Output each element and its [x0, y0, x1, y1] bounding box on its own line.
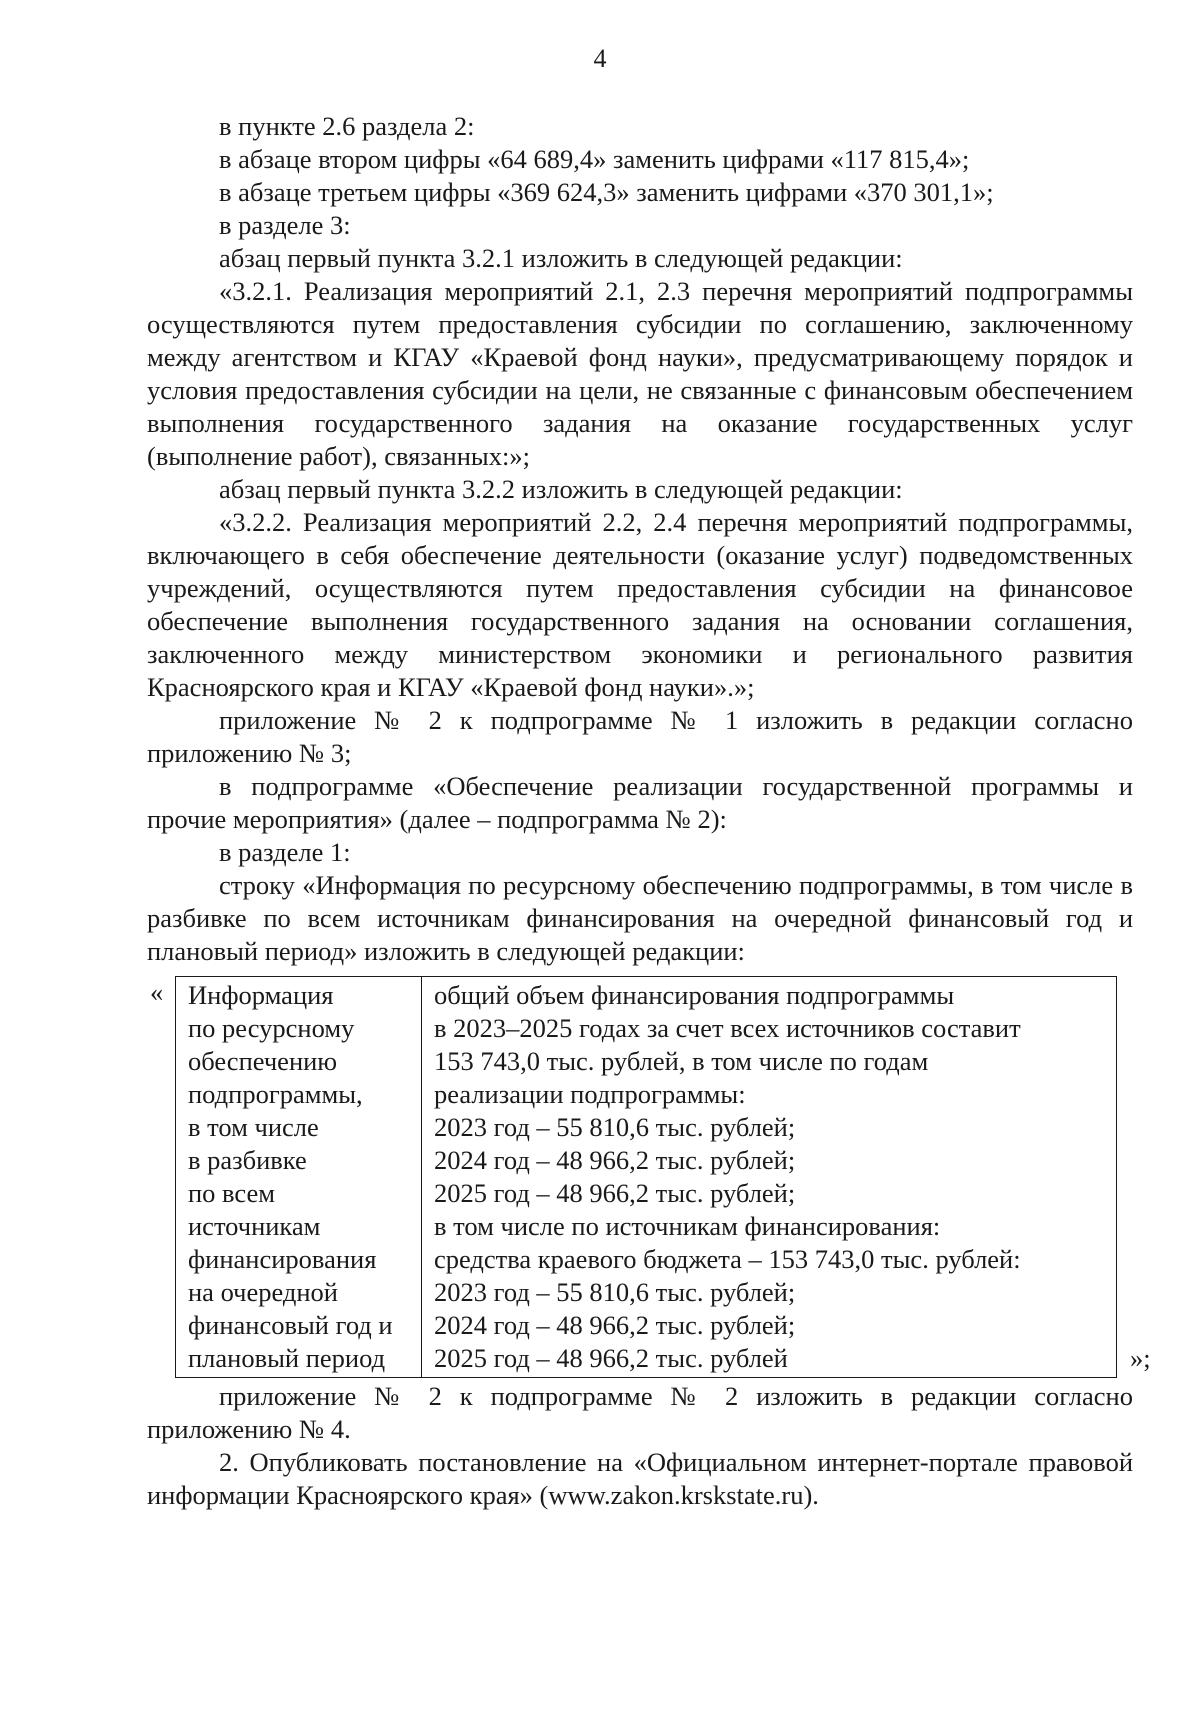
cell-line: 2024 год – 48 966,2 тыс. рублей; [434, 1145, 796, 1175]
paragraph: абзац первый пункта 3.2.2 изложить в следующей редакции: [219, 474, 903, 504]
table-cell-label [176, 977, 422, 1378]
paragraph: в подпрограмме «Обеспечение реализации государственной программы и прочие мероприятия» (далее – подпрограмма № 2): [147, 771, 1133, 834]
cell-line: подпрограммы, [188, 1079, 363, 1109]
paragraph: абзац первый пункта 3.2.1 изложить в следующей редакции: [219, 243, 903, 273]
cell-line: финансирования [188, 1244, 377, 1274]
table-row [176, 977, 1117, 1378]
cell-line: по ресурсному [188, 1013, 355, 1043]
resource-info-table-block [147, 976, 1151, 1376]
paragraph: строку «Информация по ресурсному обеспечению подпрограммы, в том числе в разбивке по всем источникам финансирования на очередной финансовый год и плановый период» изложить в следующей редакции: [147, 870, 1133, 966]
cell-line: средства краевого бюджета – 153 743,0 тыс. рублей: [434, 1244, 1021, 1274]
cell-line: Информация [188, 980, 334, 1010]
paragraph: в абзаце третьем цифры «369 624,3» заменить цифрами «370 301,1»; [219, 177, 994, 207]
cell-line: по всем [188, 1178, 276, 1208]
quoted-clause-3-2-2: «3.2.2. Реализация мероприятий 2.2, 2.4 перечня мероприятий подпрограммы, включающего в себя обеспечение деятельности (оказание услуг) подведомственных учреждений, осуществляются путем предоставления субсидии на финансовое обеспечение выполнения государственного задания на основании соглашения, заключенного между министерством экономики и регионального развития Красноярского края и КГАУ «Краевой фонд науки».»; [147, 507, 1133, 702]
table-open-quote: « [150, 977, 164, 1007]
cell-line: на очередной [188, 1277, 338, 1307]
quoted-clause-3-2-1: «3.2.1. Реализация мероприятий 2.1, 2.3 перечня мероприятий подпрограммы осуществляются путем предоставления субсидии по соглашению, заключенному между агентством и КГАУ «Краевой фонд науки», предусматривающему порядок и условия предоставления субсидии на цели, не связанные с финансовым обеспечением выполнения государственного задания на оказание государственных услуг (выполнение работ), связанных:»; [147, 276, 1133, 471]
document-body [147, 110, 1151, 1512]
cell-line: в том числе по источникам финансирования: [434, 1211, 941, 1241]
cell-line: в разбивке [188, 1145, 307, 1175]
paragraph: в абзаце втором цифры «64 689,4» заменить цифрами «117 815,4»; [219, 144, 970, 174]
cell-line: 2025 год – 48 966,2 тыс. рублей; [434, 1178, 796, 1208]
paragraph: в пункте 2.6 раздела 2: [219, 111, 475, 141]
paragraph: в разделе 3: [219, 210, 351, 240]
cell-line: общий объем финансирования подпрограммы [434, 980, 955, 1010]
cell-line: в том числе [188, 1112, 319, 1142]
table-cell-value [422, 977, 1117, 1378]
cell-line: 2023 год – 55 810,6 тыс. рублей; [434, 1112, 796, 1142]
paragraph: приложение № 2 к подпрограмме № 1 изложить в редакции согласно приложению № 3; [147, 705, 1133, 768]
cell-line: 2024 год – 48 966,2 тыс. рублей; [434, 1310, 796, 1340]
cell-line: в 2023–2025 годах за счет всех источников составит [434, 1013, 1021, 1043]
publication-clause: 2. Опубликовать постановление на «Официальном интернет-портале правовой информации Красноярского края» (www.zakon.krskstate.ru). [147, 1447, 1133, 1510]
resource-info-table [175, 976, 1117, 1378]
cell-line: обеспечению [188, 1046, 338, 1076]
cell-line: финансовый год и [188, 1310, 393, 1340]
paragraph: в разделе 1: [219, 837, 351, 867]
cell-line: 153 743,0 тыс. рублей, в том числе по годам [434, 1046, 929, 1076]
cell-line: реализации подпрограммы: [434, 1079, 746, 1109]
table-close-quote: »; [1130, 1343, 1151, 1373]
page-number: 4 [593, 44, 607, 73]
cell-line: плановый период [188, 1343, 386, 1373]
cell-line: источникам [188, 1211, 321, 1241]
paragraph: приложение № 2 к подпрограмме № 2 изложить в редакции согласно приложению № 4. [147, 1381, 1133, 1444]
cell-line: 2025 год – 48 966,2 тыс. рублей [434, 1343, 788, 1373]
cell-line: 2023 год – 55 810,6 тыс. рублей; [434, 1277, 796, 1307]
